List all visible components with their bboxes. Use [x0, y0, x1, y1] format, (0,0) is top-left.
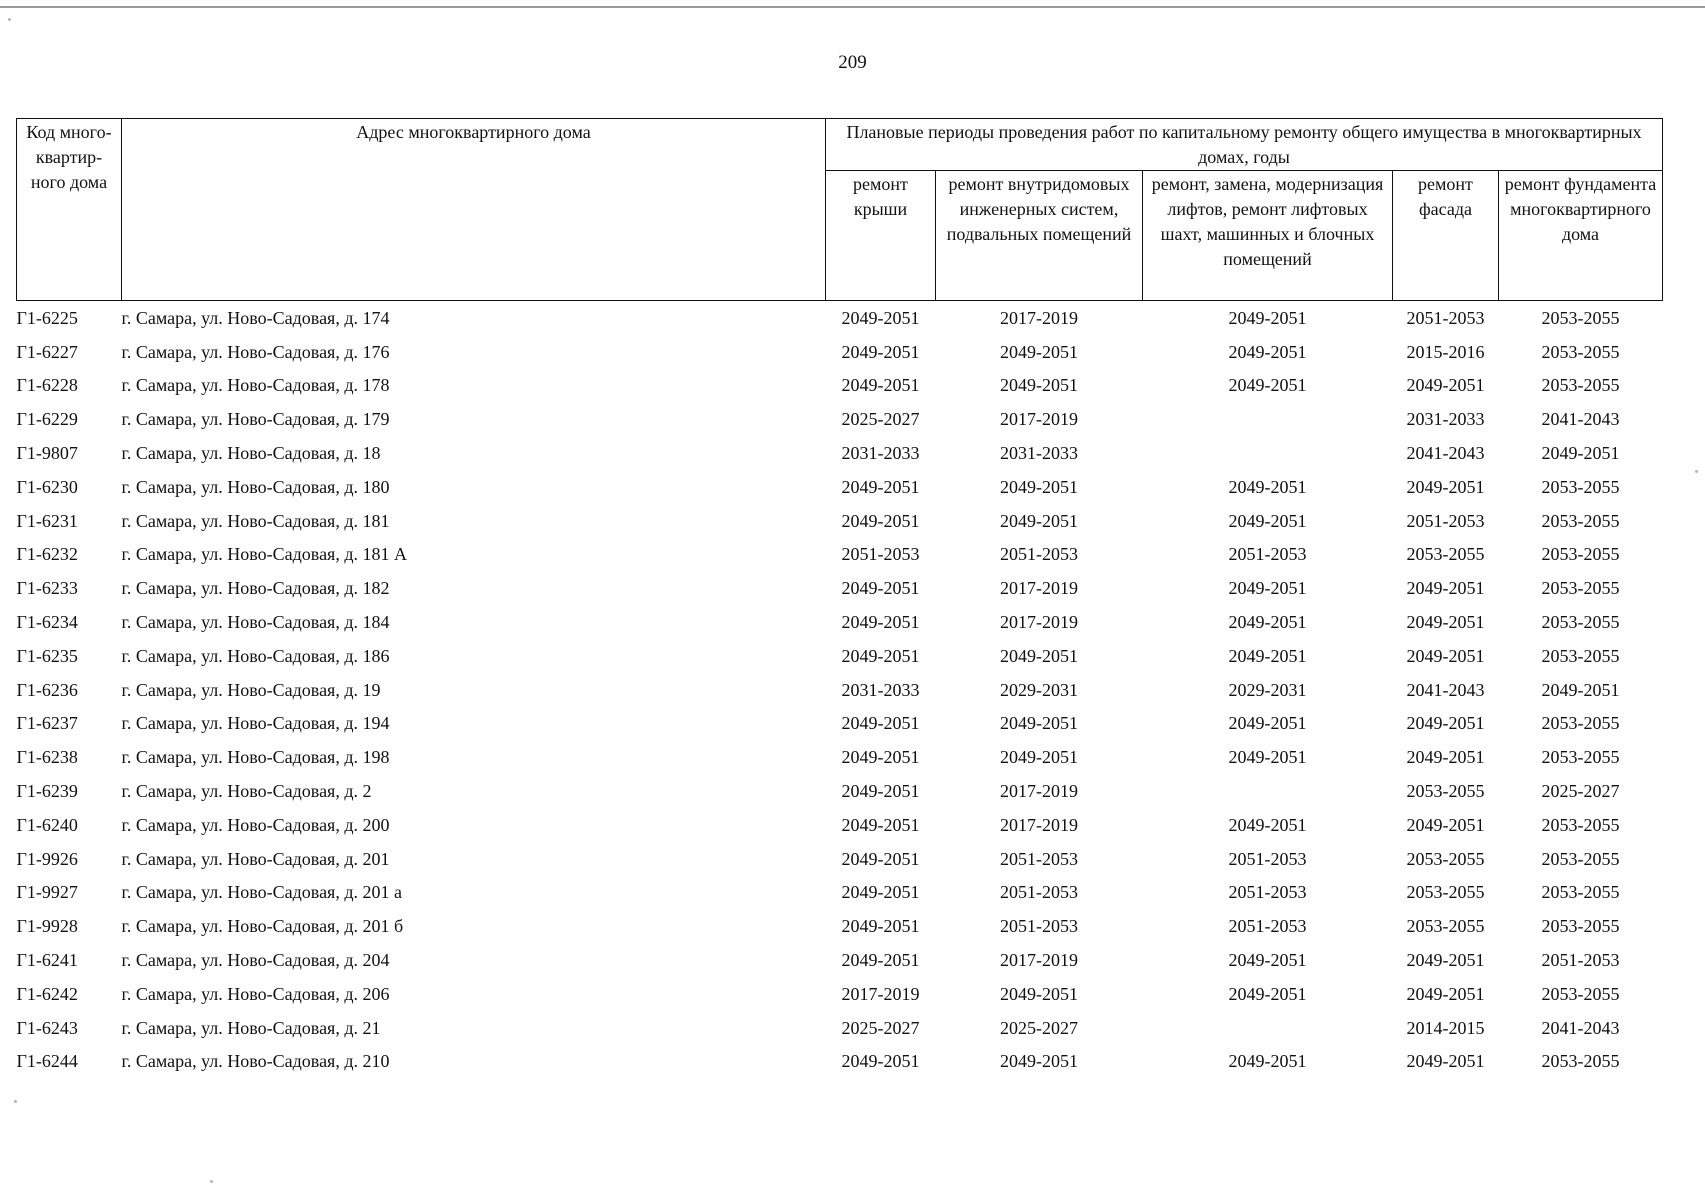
cell-elevators: 2049-2051 — [1228, 983, 1307, 1004]
cell-address: г. Самара, ул. Ново-Садовая, д. 179 — [121, 409, 390, 430]
cell-elevators — [1143, 436, 1393, 470]
cell-roof: 2049-2051 — [841, 747, 920, 768]
cell-foundation: 2053-2055 — [1541, 307, 1620, 328]
cell-engineering: 2049-2051 — [1000, 645, 1078, 666]
cell-facade: 2053-2055 — [1406, 882, 1485, 903]
cell-roof: 2017-2019 — [841, 983, 920, 1004]
cell-foundation: 2053-2055 — [1541, 645, 1620, 666]
cell-elevators: 2051-2053 — [1228, 848, 1307, 869]
cell-roof: 2049-2051 — [841, 476, 920, 497]
page-number: 209 — [838, 52, 867, 73]
cell-elevators: 2049-2051 — [1228, 950, 1307, 971]
cell-elevators: 2049-2051 — [1228, 814, 1307, 835]
header-elevators: ремонт, замена, модернизация лифтов, ремонт лифтовых шахт, машинных и блочных помещений — [1143, 171, 1393, 301]
cell-facade: 2053-2055 — [1406, 781, 1485, 802]
cell-roof: 2049-2051 — [841, 781, 920, 802]
cell-address: г. Самара, ул. Ново-Садовая, д. 174 — [121, 307, 390, 328]
cell-elevators: 2049-2051 — [1228, 713, 1307, 734]
cell-code: Г1-6244 — [16, 1051, 78, 1072]
header-foundation: ремонт фундамента многоквартирного дома — [1499, 171, 1663, 301]
cell-facade: 2049-2051 — [1406, 814, 1485, 835]
cell-facade: 2053-2055 — [1406, 916, 1485, 937]
cell-facade: 2049-2051 — [1406, 578, 1485, 599]
cell-foundation: 2025-2027 — [1541, 781, 1620, 802]
cell-foundation: 2041-2043 — [1541, 409, 1620, 430]
cell-facade: 2049-2051 — [1406, 1051, 1485, 1072]
cell-roof: 2049-2051 — [841, 612, 920, 633]
cell-elevators: 2049-2051 — [1228, 476, 1307, 497]
table-row — [17, 1011, 1663, 1045]
cell-foundation: 2051-2053 — [1541, 950, 1620, 971]
cell-elevators: 2049-2051 — [1228, 747, 1307, 768]
cell-elevators: 2049-2051 — [1228, 375, 1307, 396]
cell-address: г. Самара, ул. Ново-Садовая, д. 210 — [121, 1051, 390, 1072]
cell-elevators: 2049-2051 — [1228, 1051, 1307, 1072]
cell-facade: 2049-2051 — [1406, 645, 1485, 666]
cell-roof: 2031-2033 — [841, 679, 920, 700]
cell-elevators: 2051-2053 — [1228, 544, 1307, 565]
cell-roof: 2049-2051 — [841, 1051, 920, 1072]
cell-elevators: 2049-2051 — [1228, 341, 1307, 362]
table-row — [17, 707, 1663, 741]
table-row — [17, 538, 1663, 572]
cell-facade: 2049-2051 — [1406, 476, 1485, 497]
table-row — [17, 842, 1663, 876]
cell-code: Г1-6228 — [16, 375, 78, 396]
cell-code: Г1-6236 — [16, 679, 78, 700]
cell-code: Г1-6235 — [16, 645, 78, 666]
table-row — [17, 673, 1663, 707]
cell-code: Г1-6240 — [16, 814, 78, 835]
cell-address: г. Самара, ул. Ново-Садовая, д. 21 — [121, 1017, 381, 1038]
cell-code: Г1-9928 — [16, 916, 78, 937]
cell-address: г. Самара, ул. Ново-Садовая, д. 204 — [121, 950, 390, 971]
cell-code: Г1-6232 — [16, 544, 78, 565]
cell-engineering: 2049-2051 — [1000, 510, 1078, 531]
cell-code: Г1-6229 — [16, 409, 78, 430]
cell-elevators: 2049-2051 — [1228, 307, 1307, 328]
table-row — [17, 301, 1663, 335]
cell-facade: 2049-2051 — [1406, 983, 1485, 1004]
cell-engineering: 2049-2051 — [1000, 375, 1078, 396]
cell-foundation: 2053-2055 — [1541, 375, 1620, 396]
cell-facade: 2041-2043 — [1406, 443, 1485, 464]
cell-roof: 2049-2051 — [841, 848, 920, 869]
cell-foundation: 2053-2055 — [1541, 510, 1620, 531]
cell-foundation: 2053-2055 — [1541, 848, 1620, 869]
cell-engineering: 2049-2051 — [1000, 747, 1078, 768]
cell-facade: 2041-2043 — [1406, 679, 1485, 700]
cell-facade: 2049-2051 — [1406, 375, 1485, 396]
cell-code: Г1-6238 — [16, 747, 78, 768]
scan-speck — [8, 18, 11, 21]
cell-roof: 2049-2051 — [841, 341, 920, 362]
table-row — [17, 808, 1663, 842]
cell-foundation: 2053-2055 — [1541, 1051, 1620, 1072]
cell-elevators — [1143, 402, 1393, 436]
table-row — [17, 909, 1663, 943]
cell-roof: 2049-2051 — [841, 307, 920, 328]
cell-address: г. Самара, ул. Ново-Садовая, д. 194 — [121, 713, 390, 734]
cell-facade: 2049-2051 — [1406, 612, 1485, 633]
cell-facade: 2051-2053 — [1406, 307, 1485, 328]
table-row — [17, 335, 1663, 369]
cell-code: Г1-6225 — [16, 307, 78, 328]
cell-code: Г1-6239 — [16, 781, 78, 802]
cell-foundation: 2053-2055 — [1541, 476, 1620, 497]
cell-facade: 2051-2053 — [1406, 510, 1485, 531]
cell-foundation: 2053-2055 — [1541, 814, 1620, 835]
cell-roof: 2049-2051 — [841, 713, 920, 734]
cell-elevators: 2051-2053 — [1228, 916, 1307, 937]
table-row — [17, 571, 1663, 605]
top-scan-rule — [0, 6, 1705, 8]
table-row — [17, 605, 1663, 639]
cell-engineering: 2051-2053 — [1000, 882, 1078, 903]
cell-engineering: 2017-2019 — [1000, 781, 1078, 802]
scan-speck — [14, 1100, 17, 1103]
cell-engineering: 2017-2019 — [1000, 814, 1078, 835]
cell-elevators — [1143, 1011, 1393, 1045]
cell-engineering: 2051-2053 — [1000, 848, 1078, 869]
cell-address: г. Самара, ул. Ново-Садовая, д. 178 — [121, 375, 390, 396]
cell-elevators: 2049-2051 — [1228, 612, 1307, 633]
scan-speck — [1695, 470, 1698, 473]
cell-address: г. Самара, ул. Ново-Садовая, д. 180 — [121, 476, 390, 497]
cell-roof: 2049-2051 — [841, 375, 920, 396]
cell-foundation: 2053-2055 — [1541, 983, 1620, 1004]
cell-engineering: 2017-2019 — [1000, 307, 1078, 328]
cell-engineering: 2017-2019 — [1000, 578, 1078, 599]
cell-facade: 2053-2055 — [1406, 848, 1485, 869]
cell-engineering: 2029-2031 — [1000, 679, 1078, 700]
cell-engineering: 2049-2051 — [1000, 341, 1078, 362]
cell-roof: 2049-2051 — [841, 916, 920, 937]
cell-roof: 2049-2051 — [841, 814, 920, 835]
table-row — [17, 977, 1663, 1011]
cell-elevators — [1143, 774, 1393, 808]
cell-facade: 2053-2055 — [1406, 544, 1485, 565]
cell-code: Г1-9807 — [16, 443, 78, 464]
capital-repair-schedule-table — [16, 118, 1663, 1078]
cell-foundation: 2041-2043 — [1541, 1017, 1620, 1038]
cell-elevators: 2049-2051 — [1228, 645, 1307, 666]
cell-engineering: 2017-2019 — [1000, 950, 1078, 971]
cell-roof: 2049-2051 — [841, 645, 920, 666]
table-row — [17, 943, 1663, 977]
cell-code: Г1-6242 — [16, 983, 78, 1004]
header-code: Код много-квартир-ного дома — [17, 119, 122, 301]
cell-address: г. Самара, ул. Ново-Садовая, д. 201 б — [121, 916, 404, 937]
cell-address: г. Самара, ул. Ново-Садовая, д. 2 — [121, 781, 372, 802]
cell-foundation: 2053-2055 — [1541, 341, 1620, 362]
cell-roof: 2025-2027 — [841, 1017, 920, 1038]
cell-engineering: 2017-2019 — [1000, 612, 1078, 633]
cell-elevators: 2049-2051 — [1228, 510, 1307, 531]
cell-address: г. Самара, ул. Ново-Садовая, д. 200 — [121, 814, 390, 835]
cell-foundation: 2053-2055 — [1541, 882, 1620, 903]
cell-code: Г1-6241 — [16, 950, 78, 971]
cell-engineering: 2017-2019 — [1000, 409, 1078, 430]
table-row — [17, 470, 1663, 504]
cell-roof: 2025-2027 — [841, 409, 920, 430]
cell-address: г. Самара, ул. Ново-Садовая, д. 19 — [121, 679, 381, 700]
cell-code: Г1-6230 — [16, 476, 78, 497]
cell-elevators: 2049-2051 — [1228, 578, 1307, 599]
cell-code: Г1-6237 — [16, 713, 78, 734]
cell-facade: 2049-2051 — [1406, 950, 1485, 971]
cell-facade: 2014-2015 — [1406, 1017, 1485, 1038]
cell-foundation: 2053-2055 — [1541, 713, 1620, 734]
cell-roof: 2031-2033 — [841, 443, 920, 464]
cell-foundation: 2053-2055 — [1541, 612, 1620, 633]
table-row — [17, 740, 1663, 774]
cell-code: Г1-6233 — [16, 578, 78, 599]
cell-foundation: 2053-2055 — [1541, 916, 1620, 937]
cell-code: Г1-9926 — [16, 848, 78, 869]
cell-engineering: 2049-2051 — [1000, 983, 1078, 1004]
cell-code: Г1-6227 — [16, 341, 78, 362]
table-row — [17, 774, 1663, 808]
cell-address: г. Самара, ул. Ново-Садовая, д. 176 — [121, 341, 390, 362]
cell-address: г. Самара, ул. Ново-Садовая, д. 206 — [121, 983, 390, 1004]
header-address: Адрес многоквартирного дома — [122, 119, 826, 301]
cell-foundation: 2049-2051 — [1541, 679, 1620, 700]
cell-code: Г1-6243 — [16, 1017, 78, 1038]
cell-engineering: 2051-2053 — [1000, 916, 1078, 937]
cell-roof: 2049-2051 — [841, 950, 920, 971]
cell-code: Г1-9927 — [16, 882, 78, 903]
header-facade: ремонт фасада — [1393, 171, 1499, 301]
cell-foundation: 2049-2051 — [1541, 443, 1620, 464]
cell-foundation: 2053-2055 — [1541, 578, 1620, 599]
cell-address: г. Самара, ул. Ново-Садовая, д. 198 — [121, 747, 390, 768]
cell-roof: 2049-2051 — [841, 510, 920, 531]
cell-facade: 2015-2016 — [1406, 341, 1485, 362]
cell-roof: 2049-2051 — [841, 882, 920, 903]
cell-engineering: 2025-2027 — [1000, 1017, 1078, 1038]
cell-engineering: 2051-2053 — [1000, 544, 1078, 565]
table-row — [17, 1045, 1663, 1079]
cell-roof: 2049-2051 — [841, 578, 920, 599]
cell-address: г. Самара, ул. Ново-Садовая, д. 201 — [121, 848, 390, 869]
table-row — [17, 402, 1663, 436]
cell-address: г. Самара, ул. Ново-Садовая, д. 182 — [121, 578, 390, 599]
cell-address: г. Самара, ул. Ново-Садовая, д. 181 А — [121, 544, 407, 565]
header-engineering: ремонт внутридомовых инженерных систем, подвальных помещений — [936, 171, 1143, 301]
cell-elevators: 2051-2053 — [1228, 882, 1307, 903]
cell-facade: 2031-2033 — [1406, 409, 1485, 430]
cell-address: г. Самара, ул. Ново-Садовая, д. 186 — [121, 645, 390, 666]
cell-address: г. Самара, ул. Ново-Садовая, д. 184 — [121, 612, 390, 633]
cell-code: Г1-6234 — [16, 612, 78, 633]
cell-foundation: 2053-2055 — [1541, 544, 1620, 565]
cell-roof: 2051-2053 — [841, 544, 920, 565]
cell-address: г. Самара, ул. Ново-Садовая, д. 201 а — [121, 882, 402, 903]
cell-facade: 2049-2051 — [1406, 713, 1485, 734]
table-row — [17, 504, 1663, 538]
cell-elevators: 2029-2031 — [1228, 679, 1307, 700]
scan-speck — [210, 1180, 213, 1183]
table-row — [17, 436, 1663, 470]
cell-engineering: 2049-2051 — [1000, 1051, 1078, 1072]
table-row — [17, 876, 1663, 910]
cell-facade: 2049-2051 — [1406, 747, 1485, 768]
cell-engineering: 2049-2051 — [1000, 476, 1078, 497]
cell-address: г. Самара, ул. Ново-Садовая, д. 18 — [121, 443, 381, 464]
table-row — [17, 639, 1663, 673]
cell-engineering: 2049-2051 — [1000, 713, 1078, 734]
header-roof: ремонт крыши — [826, 171, 936, 301]
cell-address: г. Самара, ул. Ново-Садовая, д. 181 — [121, 510, 390, 531]
header-periods-group: Плановые периоды проведения работ по капитальному ремонту общего имущества в многоквартирных домах, годы — [826, 119, 1663, 171]
cell-foundation: 2053-2055 — [1541, 747, 1620, 768]
cell-engineering: 2031-2033 — [1000, 443, 1078, 464]
table-row — [17, 369, 1663, 403]
cell-code: Г1-6231 — [16, 510, 78, 531]
